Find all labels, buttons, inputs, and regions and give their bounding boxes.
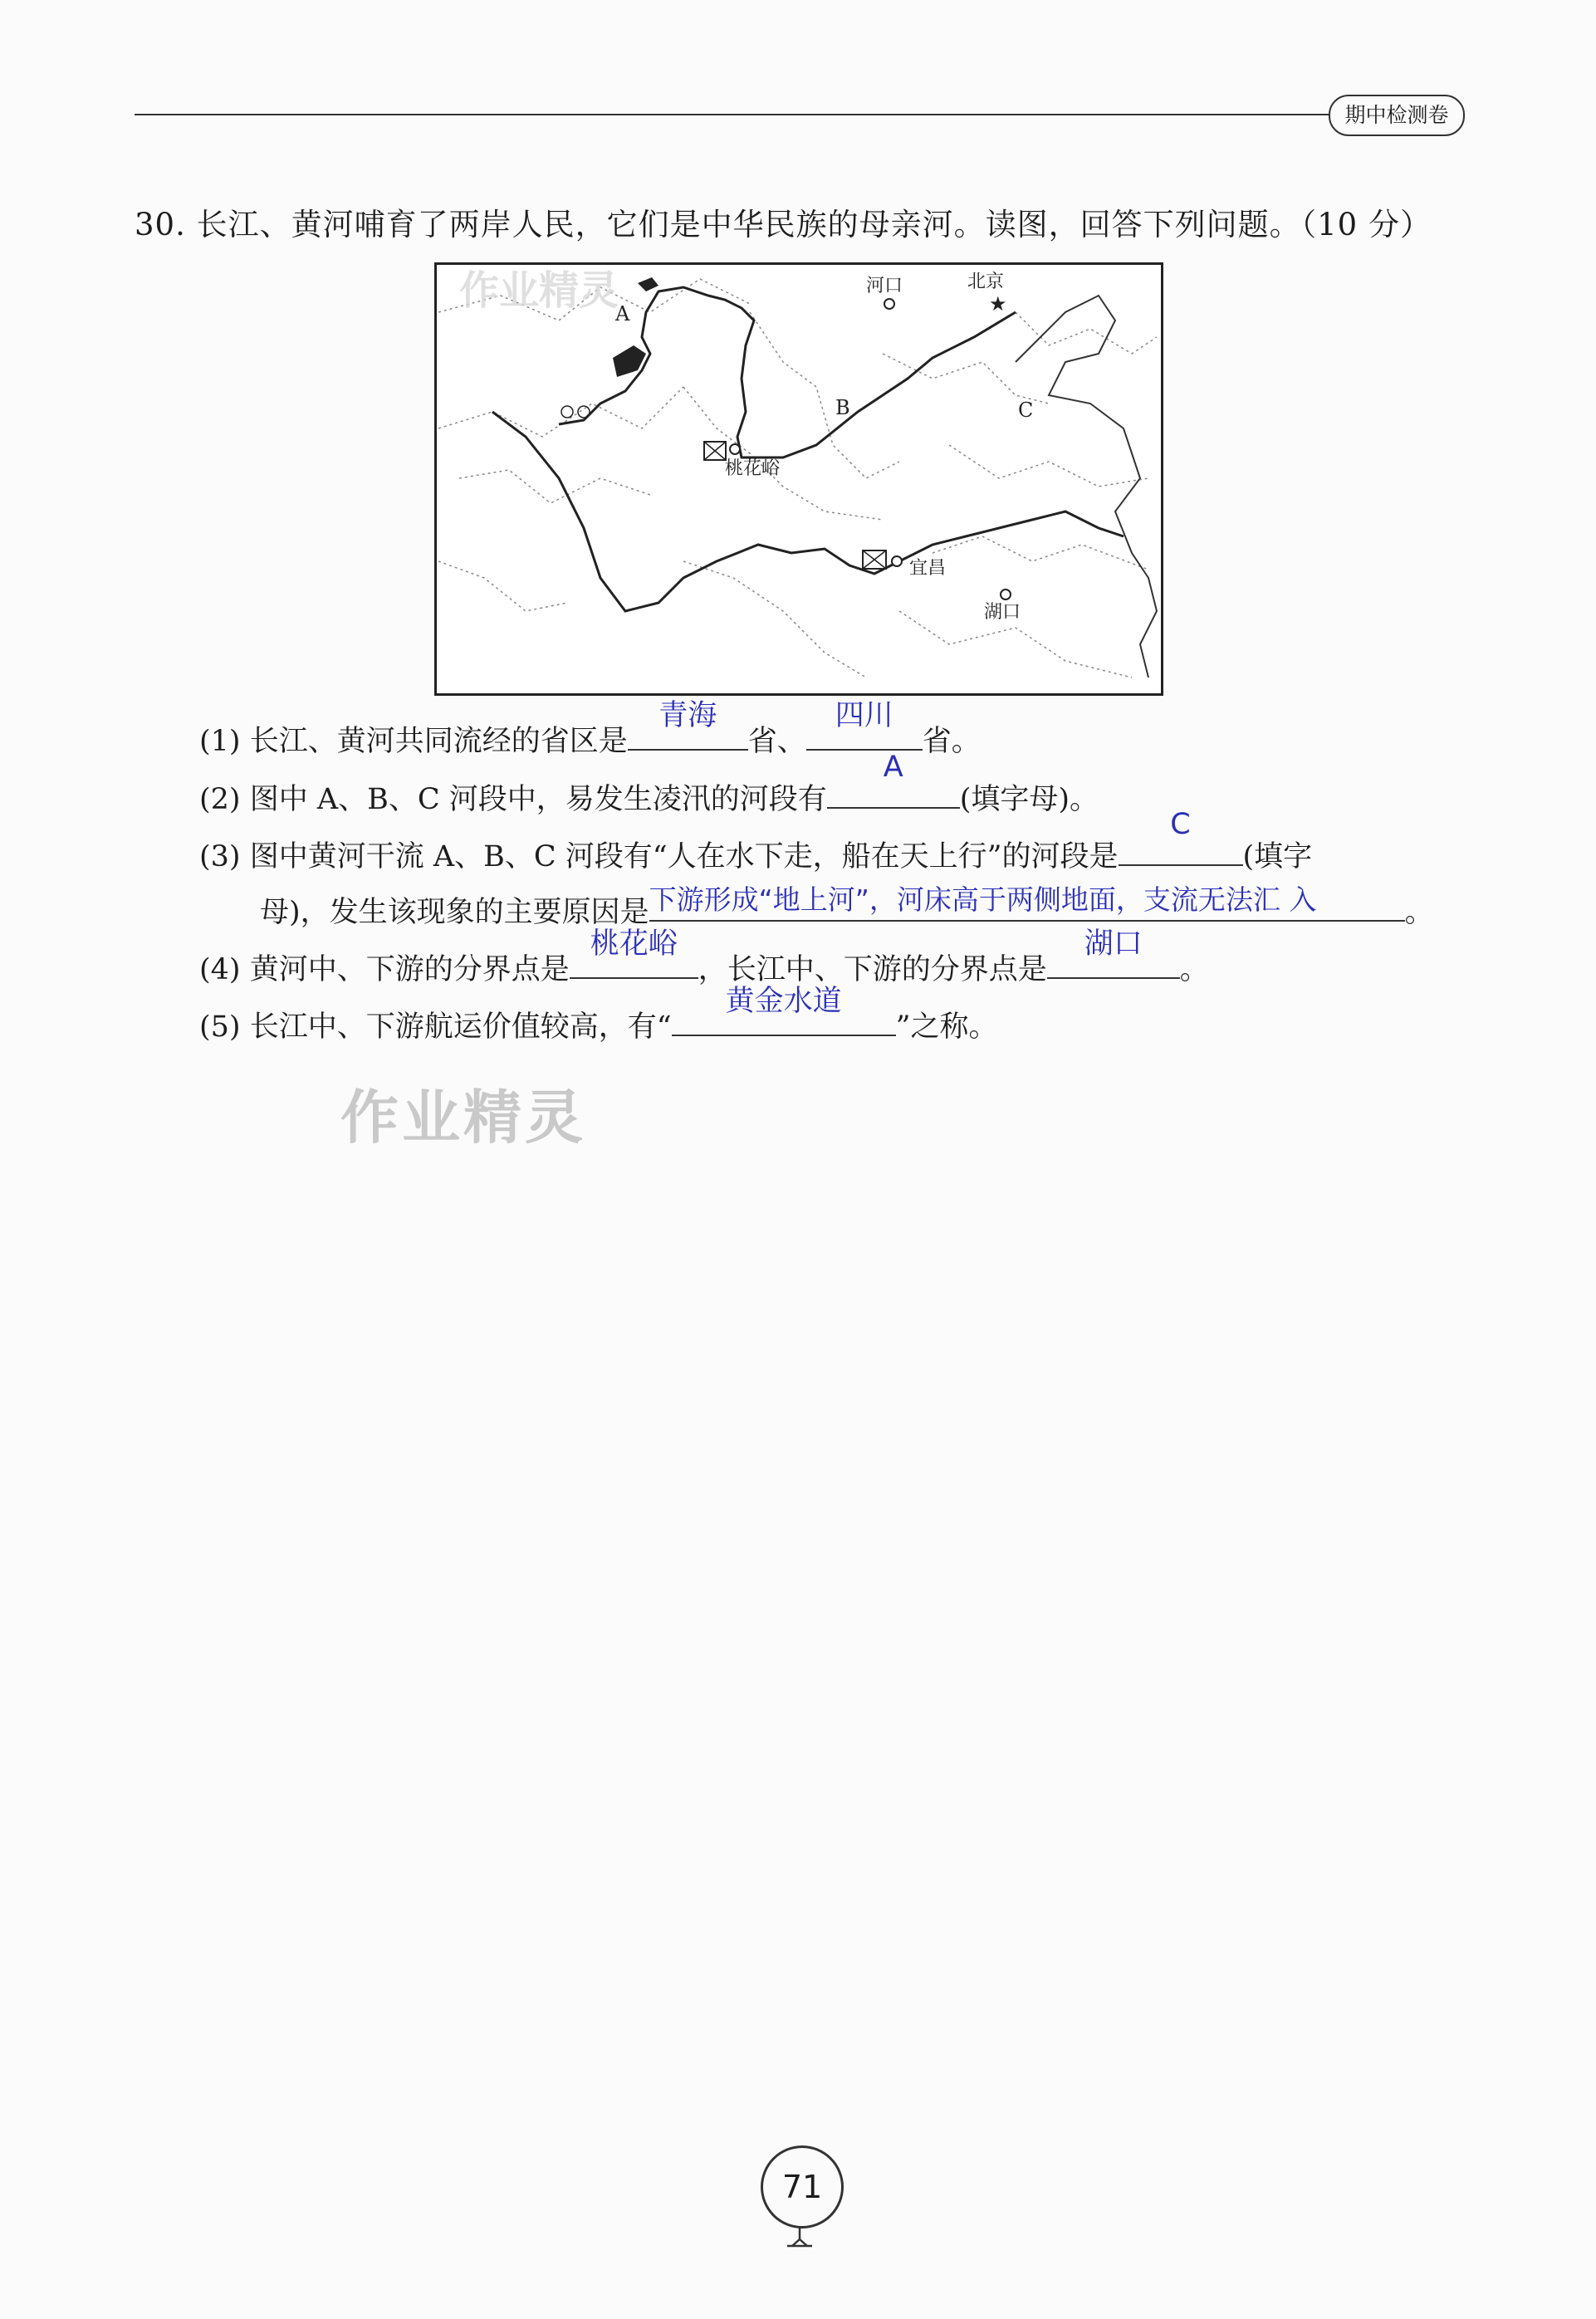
river-map: [434, 262, 1163, 696]
sub5-blank[interactable]: [672, 985, 896, 1036]
label-hekou: 河口: [866, 276, 903, 296]
label-beijing: 北京: [967, 272, 1005, 292]
map-watermark: 作业精灵: [459, 267, 619, 314]
sub-question-3: [199, 808, 1313, 875]
sub1-answer-1: 青海: [658, 699, 717, 732]
sub1-blank-1[interactable]: [628, 699, 748, 751]
sub4-blank-2[interactable]: [1047, 927, 1180, 979]
sub3-line2-prefix: 母)，发生该现象的主要原因是: [260, 896, 649, 929]
sub2-blank[interactable]: [827, 751, 960, 809]
sub1-suffix: 省。: [922, 725, 981, 758]
label-segment-b: B: [835, 396, 850, 419]
sub4-prefix: (4) 黄河中、下游的分界点是: [199, 953, 570, 986]
globe-stand-icon: [781, 2228, 819, 2248]
sub3-suffix: (填字: [1242, 840, 1313, 873]
sub2-suffix: (填字母)。: [959, 783, 1099, 816]
sub2-answer: A: [883, 751, 903, 784]
sub1-mid: 省、: [747, 725, 806, 758]
sub-question-3-line2: [260, 883, 1434, 931]
sub4-mid: ，长江中、下游的分界点是: [698, 953, 1047, 986]
sub1-answer-2: 四川: [835, 699, 893, 732]
sub1-blank-2[interactable]: [806, 699, 923, 751]
sub-question-2: [199, 751, 1099, 818]
sub5-suffix: ”之称。: [895, 1010, 998, 1044]
sub5-prefix: (5) 长江中、下游航运价值较高，有“: [199, 1010, 672, 1044]
label-segment-c: C: [1018, 399, 1034, 422]
sub4-suffix: 。: [1179, 953, 1209, 986]
sub2-prefix: (2) 图中 A、B、C 河段中，易发生凌汛的河段有: [199, 783, 827, 816]
page-watermark: 作业精灵: [340, 1084, 586, 1152]
label-segment-a: A: [615, 302, 630, 325]
sub-question-5: [199, 985, 998, 1045]
sub3-prefix: (3) 图中黄河干流 A、B、C 河段有“人在水下走，船在天上行”的河段是: [199, 840, 1119, 873]
beijing-star-icon: ★: [989, 292, 1007, 316]
question-title: 30. 长江、黄河哺育了两岸人民，它们是中华民族的母亲河。读图，回答下列问题。（10 分）: [135, 207, 1432, 242]
sub3-answer-2: 下游形成“地上河”，河床高于两侧地面，支流无法汇 入: [649, 883, 1317, 916]
sub4-blank-1[interactable]: [570, 927, 698, 979]
sub1-prefix: (1) 长江、黄河共同流经的省区是: [199, 725, 628, 758]
sub3-answer-1: C: [1170, 808, 1191, 841]
label-yichang: 宜昌: [909, 558, 947, 579]
sub3-line2-suffix: 。: [1404, 896, 1434, 929]
page-number: 71: [761, 2145, 844, 2228]
sub3-blank-2[interactable]: [649, 883, 1405, 922]
sub3-blank-1[interactable]: [1119, 808, 1243, 866]
sub4-answer-1: 桃花峪: [590, 927, 678, 961]
label-taohuayu: 桃花峪: [725, 458, 781, 479]
section-tag: 期中检测卷: [1329, 95, 1465, 136]
sub5-answer: 黄金水道: [725, 985, 842, 1018]
sub4-answer-2: 湖口: [1084, 927, 1143, 961]
header-rule: [135, 114, 1330, 115]
label-hukou: 湖口: [984, 602, 1021, 623]
